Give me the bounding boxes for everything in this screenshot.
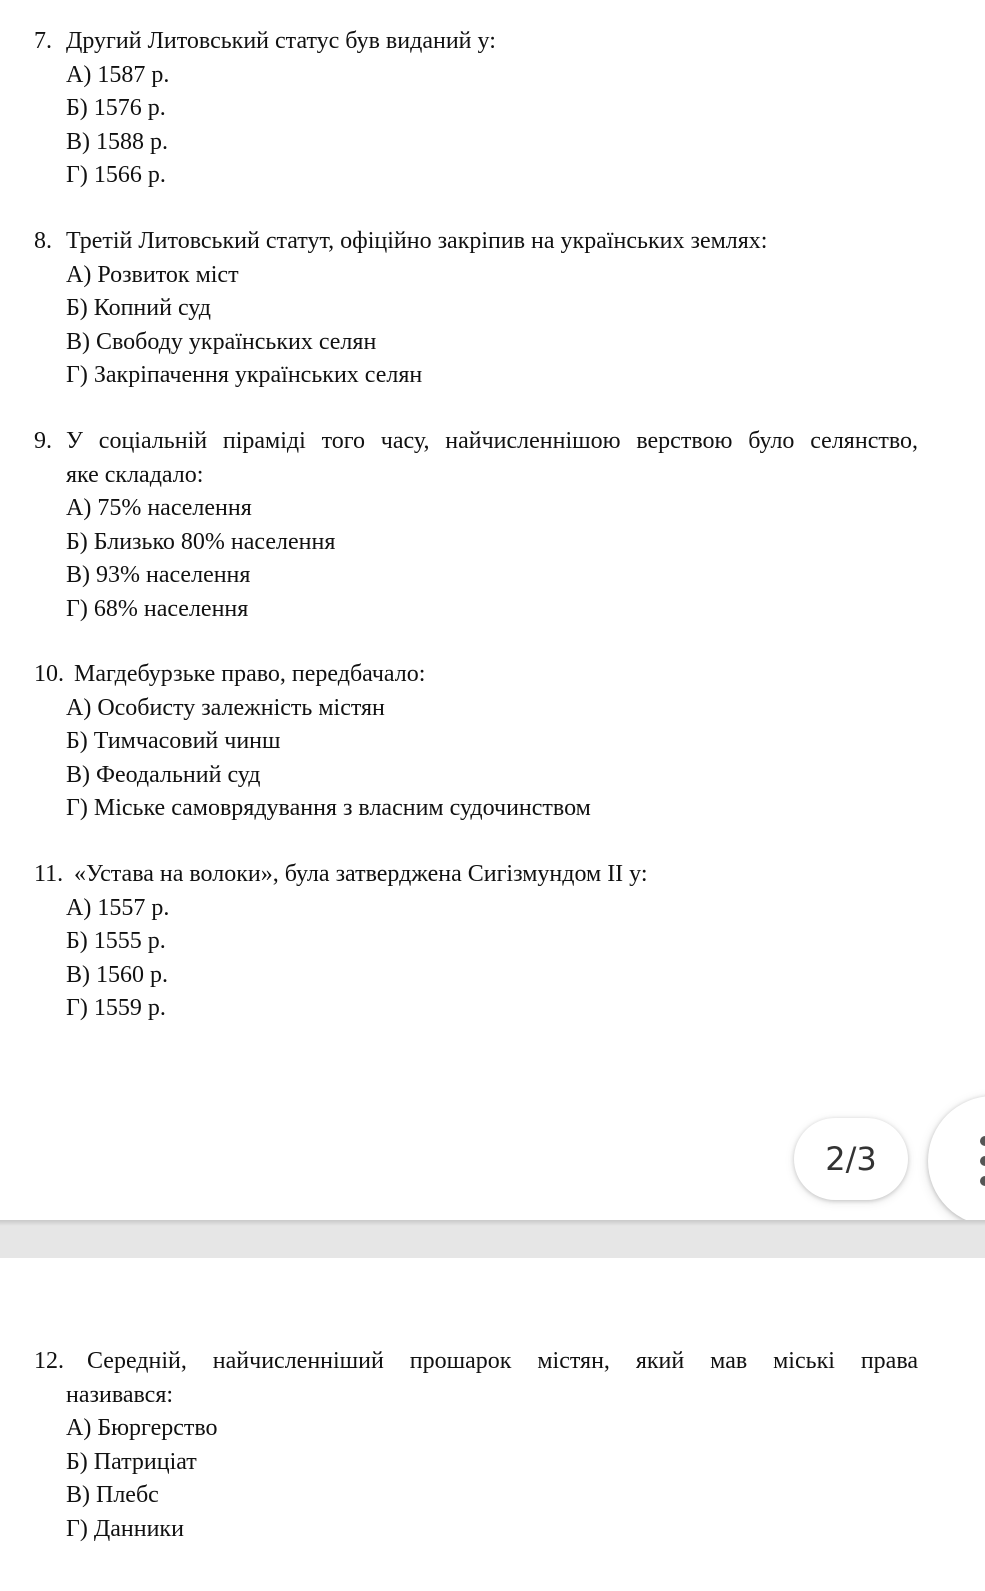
answer-option: А) Бюргерство [66, 1415, 218, 1441]
answer-option: Г) Закріпачення українських селян [66, 362, 423, 388]
question-8 [34, 225, 918, 393]
question-12 [34, 1345, 918, 1546]
answer-list [34, 59, 918, 193]
answer-option: В) 1560 р. [66, 961, 168, 988]
answer-list [34, 259, 918, 393]
question-text: У соціальній піраміді того часу, найчисленнішою верствою було селянство, [66, 428, 918, 454]
answer-option: Г) Міське самоврядування з власним судочинством [66, 795, 591, 821]
answer-option: Б) Копний суд [66, 295, 211, 321]
answer-option: В) Феодальний суд [66, 761, 261, 788]
answer-option: Б) 1555 р. [66, 928, 166, 954]
answer-option: Г) 1559 р. [66, 995, 166, 1021]
answer-option: Г) 68% населення [66, 595, 249, 622]
question-number: 10. [34, 661, 64, 687]
question-number: 12. [34, 1348, 64, 1374]
question-9 [34, 425, 918, 626]
answer-list [34, 892, 918, 1026]
answer-option: А) Особисту залежність містян [66, 694, 385, 721]
answer-option: В) Свободу українських селян [66, 328, 377, 355]
question-text-continued: яке складало: [66, 461, 204, 488]
answer-option: В) 1588 р. [66, 128, 168, 155]
question-text: Другий Литовський статус був виданий у: [66, 28, 496, 54]
answer-option: А) 1557 р. [66, 894, 170, 921]
question-number: 11. [34, 861, 64, 887]
question-text: Середній, найчисленніший прошарок містян, який мав міські права [87, 1348, 918, 1374]
page-separator [0, 1220, 985, 1258]
answer-list [34, 692, 918, 826]
more-vertical-icon [980, 1136, 985, 1186]
answer-option: Г) Данники [66, 1515, 184, 1542]
answer-option: Б) Близько 80% населення [66, 528, 336, 555]
answer-option: Б) Патриціат [66, 1448, 197, 1475]
answer-option: Г) 1566 р. [66, 162, 166, 188]
question-number: 7. [34, 28, 52, 54]
question-text: Магдебурзьке право, передбачало: [74, 661, 426, 687]
answer-option: Б) 1576 р. [66, 95, 166, 121]
question-11 [34, 858, 918, 1026]
question-7 [34, 25, 918, 193]
question-text: «Устава на волоки», була затверджена Сигізмундом II у: [74, 861, 648, 887]
answer-list [34, 1412, 918, 1546]
question-10 [34, 658, 918, 826]
answer-option: А) 75% населення [66, 495, 252, 521]
question-text-continued: називався: [66, 1381, 174, 1408]
answer-option: В) Плебс [66, 1482, 159, 1508]
answer-option: Б) Тимчасовий чинш [66, 728, 281, 754]
question-number: 8. [34, 228, 52, 254]
document-page-3 [0, 1258, 985, 1591]
answer-option: А) 1587 р. [66, 61, 170, 88]
question-text: Третій Литовський статут, офіційно закріпив на українських землях: [66, 228, 768, 254]
question-number: 9. [34, 428, 52, 454]
answer-option: В) 93% населення [66, 562, 251, 588]
answer-option: А) Розвиток міст [66, 261, 239, 288]
answer-list [34, 492, 918, 626]
page-indicator: 2/3 [794, 1118, 908, 1200]
